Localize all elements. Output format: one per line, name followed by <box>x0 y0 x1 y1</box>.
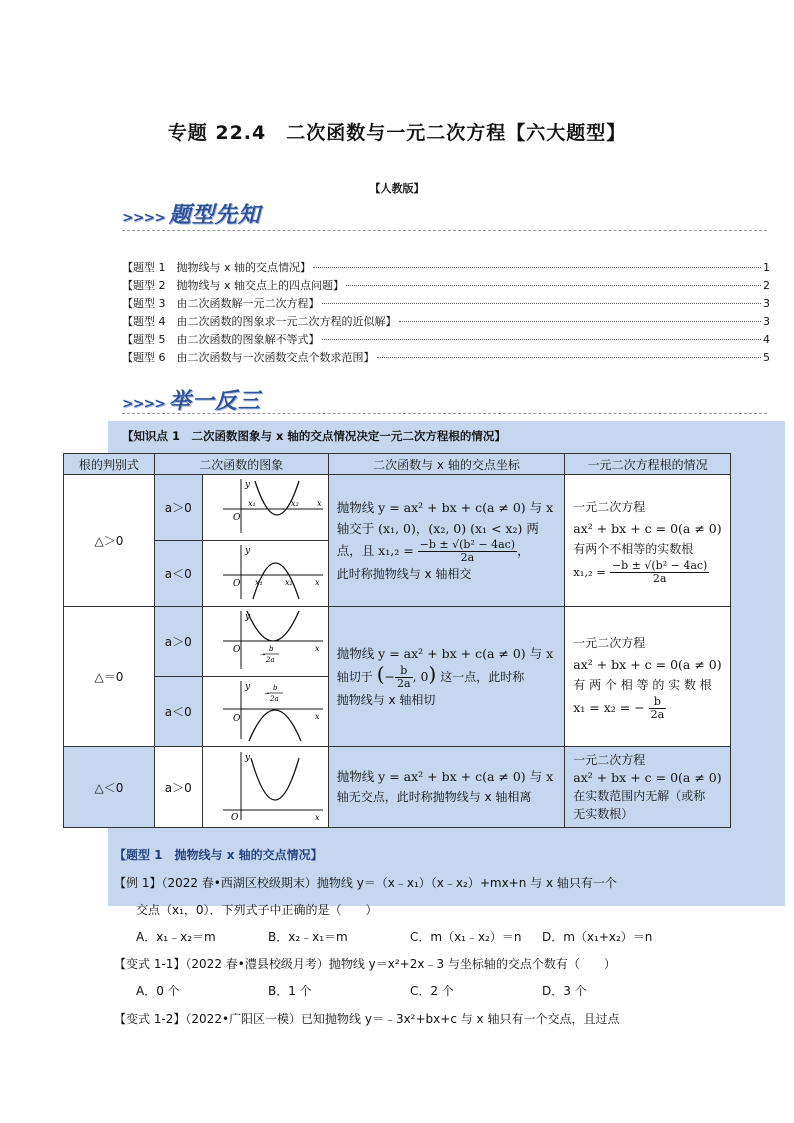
banner-examples-text: 举一反三 <box>168 388 261 414</box>
svg-text:x: x <box>314 644 320 653</box>
parabola-graph <box>203 607 327 673</box>
option-d[interactable]: D．m（x₁+x₂）＝n <box>542 930 653 944</box>
svg-text:x₂: x₂ <box>290 499 299 508</box>
graph-cell <box>202 541 328 607</box>
svg-text:y: y <box>244 752 250 763</box>
option-a[interactable]: A．x₁﹣x₂＝m <box>136 930 216 944</box>
roots-cell: 一元二次方程 ax² + bx + c = 0(a ≠ 0) 有两个不相等的实数根 x₁,₂ = $\frac{\text{−b ± √(b² − 4ac)}}{2a}$ <box>565 475 731 607</box>
parabola-graph <box>203 475 327 537</box>
toc-item[interactable]: 【题型 4 由二次函数的图象求一元二次方程的近似解】 3 <box>122 315 770 328</box>
a-cell: a＞0 <box>154 747 202 828</box>
variant-1-1-options <box>136 982 587 999</box>
svg-text:y: y <box>244 480 250 490</box>
a-cell: a＜0 <box>154 677 202 747</box>
svg-text:O: O <box>232 513 241 523</box>
fraction: $\frac{b}{2a}$ <box>397 663 411 690</box>
toc-item[interactable]: 【题型 3 由二次函数解一元二次方程】 3 <box>122 297 770 310</box>
svg-text:x₁: x₁ <box>254 578 263 587</box>
graph-cell <box>202 607 328 677</box>
example-1-options <box>136 928 652 945</box>
example-1-line1: 【例 1】（2022 春•西湖区校级期末）抛物线 y＝（x﹣x₁）（x﹣x₂）+mx+n 与 x 轴只有一个 <box>114 876 617 890</box>
svg-text:y: y <box>244 682 250 692</box>
option-c[interactable]: C．m（x₁﹣x₂）＝n <box>410 930 522 944</box>
svg-text:−: − <box>259 651 266 659</box>
svg-text:O: O <box>230 812 239 823</box>
variant-1-2: 【变式 1-2】（2022•广阳区一模）已知抛物线 y＝﹣3x²+bx+c 与 x 轴只有一个交点，且过点 <box>114 1012 620 1026</box>
option-a[interactable]: A．0 个 <box>136 984 180 998</box>
svg-text:2a: 2a <box>269 695 279 703</box>
knowledge-table <box>63 453 731 828</box>
toc-item[interactable]: 【题型 5 由二次函数的图象解不等式】 4 <box>122 333 770 346</box>
svg-text:O: O <box>232 645 241 655</box>
a-cell: a＞0 <box>154 475 202 541</box>
graph-cell <box>202 747 328 828</box>
intersection-cell: 抛物线 y = ax² + bx + c(a ≠ 0) 与 x 轴交于 (x₁, 0)，(x₂, 0) (x₁ < x₂) 两 点，且 x₁,₂ = $\frac{\text{−b ± √(b² − 4ac)}}{2a}$ ， 此时称抛物线与 x 轴相交 <box>328 475 565 607</box>
intersection-cell: 抛物线 y = ax² + bx + c(a ≠ 0) 与 x 轴切于 (− $\frac{b}{2a}$ , 0) 这一点，此时称 抛物线与 x 轴相切 <box>328 607 565 747</box>
fraction: $\frac{b}{2a}$ <box>650 694 665 721</box>
fraction: $\frac{\text{−b ± √(b² − 4ac)}}{2a}$ <box>611 558 708 585</box>
divider <box>122 413 767 414</box>
table-header-row <box>64 454 731 475</box>
svg-text:b: b <box>268 645 274 653</box>
table-row <box>64 475 731 541</box>
header-cell: 一元二次方程根的情况 <box>565 454 731 475</box>
roots-cell: 一元二次方程 ax² + bx + c = 0(a ≠ 0) 在实数范围内无解（或称 无实数根） <box>565 747 731 828</box>
banner-preview <box>122 198 261 229</box>
svg-text:y: y <box>244 546 250 556</box>
graph-cell <box>202 677 328 747</box>
toc-item[interactable]: 【题型 6 由二次函数与一次函数交点个数求范围】 5 <box>122 351 770 364</box>
disc-cell: △＞0 <box>64 475 155 607</box>
a-cell: a＜0 <box>154 541 202 607</box>
svg-text:b: b <box>272 684 278 692</box>
svg-text:x₁: x₁ <box>247 499 256 508</box>
roots-cell: 一元二次方程 ax² + bx + c = 0(a ≠ 0) 有 两 个 相 等 的 实 数 根 x₁ = x₂ = − $\frac{b}{2a}$ <box>565 607 731 747</box>
parabola-graph <box>203 541 327 603</box>
knowledge-title: 【知识点 1 二次函数图象与 x 轴的交点情况决定一元二次方程根的情况】 <box>122 429 506 443</box>
table-row <box>64 607 731 677</box>
svg-text:x: x <box>314 712 320 721</box>
document-subtitle: 【人教版】 <box>369 182 425 195</box>
option-d[interactable]: D．3 个 <box>542 984 587 998</box>
fraction: $\frac{\text{−b ± √(b² − 4ac)}}{2a}$ <box>419 537 516 564</box>
svg-text:x₂: x₂ <box>284 578 293 587</box>
option-b[interactable]: B．1 个 <box>268 984 312 998</box>
svg-text:y: y <box>244 612 250 622</box>
section-heading: 【题型 1 抛物线与 x 轴的交点情况】 <box>114 848 323 862</box>
banner-examples <box>122 384 261 415</box>
graph-cell <box>202 475 328 541</box>
toc-item[interactable]: 【题型 2 抛物线与 x 轴交点上的四点问题】 2 <box>122 279 770 292</box>
svg-text:x: x <box>314 812 320 822</box>
chevron-icon: >>>> <box>122 396 165 412</box>
header-cell: 根的判别式 <box>64 454 155 475</box>
divider <box>122 230 767 231</box>
disc-cell: △＝0 <box>64 607 155 747</box>
banner-preview-text: 题型先知 <box>168 202 261 228</box>
header-cell: 二次函数的图象 <box>154 454 328 475</box>
variant-1-1: 【变式 1-1】（2022 春•澧县校级月考）抛物线 y＝x²+2x﹣3 与坐标轴的交点个数有（ ） <box>114 957 616 971</box>
svg-text:−: − <box>263 690 270 698</box>
example-1-line2: 交点（x₁，0）．下列式子中正确的是（ ） <box>136 903 378 917</box>
disc-cell: △＜0 <box>64 747 155 828</box>
svg-text:O: O <box>232 714 241 724</box>
svg-text:O: O <box>232 579 241 589</box>
option-c[interactable]: C．2 个 <box>410 984 454 998</box>
parabola-graph <box>203 748 327 824</box>
svg-text:2a: 2a <box>265 656 275 664</box>
table-of-contents <box>122 259 770 367</box>
chevron-icon: >>>> <box>122 210 165 226</box>
svg-text:x: x <box>314 578 320 587</box>
intersection-cell: 抛物线 y = ax² + bx + c(a ≠ 0) 与 x 轴无交点，此时称抛物线与 x 轴相离 <box>328 747 565 828</box>
table-row <box>64 747 731 828</box>
document-title: 专题 22.4 二次函数与一元二次方程【六大题型】 <box>167 122 627 144</box>
option-b[interactable]: B．x₂﹣x₁＝m <box>268 930 348 944</box>
toc-item[interactable]: 【题型 1 抛物线与 x 轴的交点情况】 1 <box>122 261 770 274</box>
header-cell: 二次函数与 x 轴的交点坐标 <box>328 454 565 475</box>
a-cell: a＞0 <box>154 607 202 677</box>
parabola-graph <box>203 677 327 743</box>
svg-text:x: x <box>316 499 322 508</box>
